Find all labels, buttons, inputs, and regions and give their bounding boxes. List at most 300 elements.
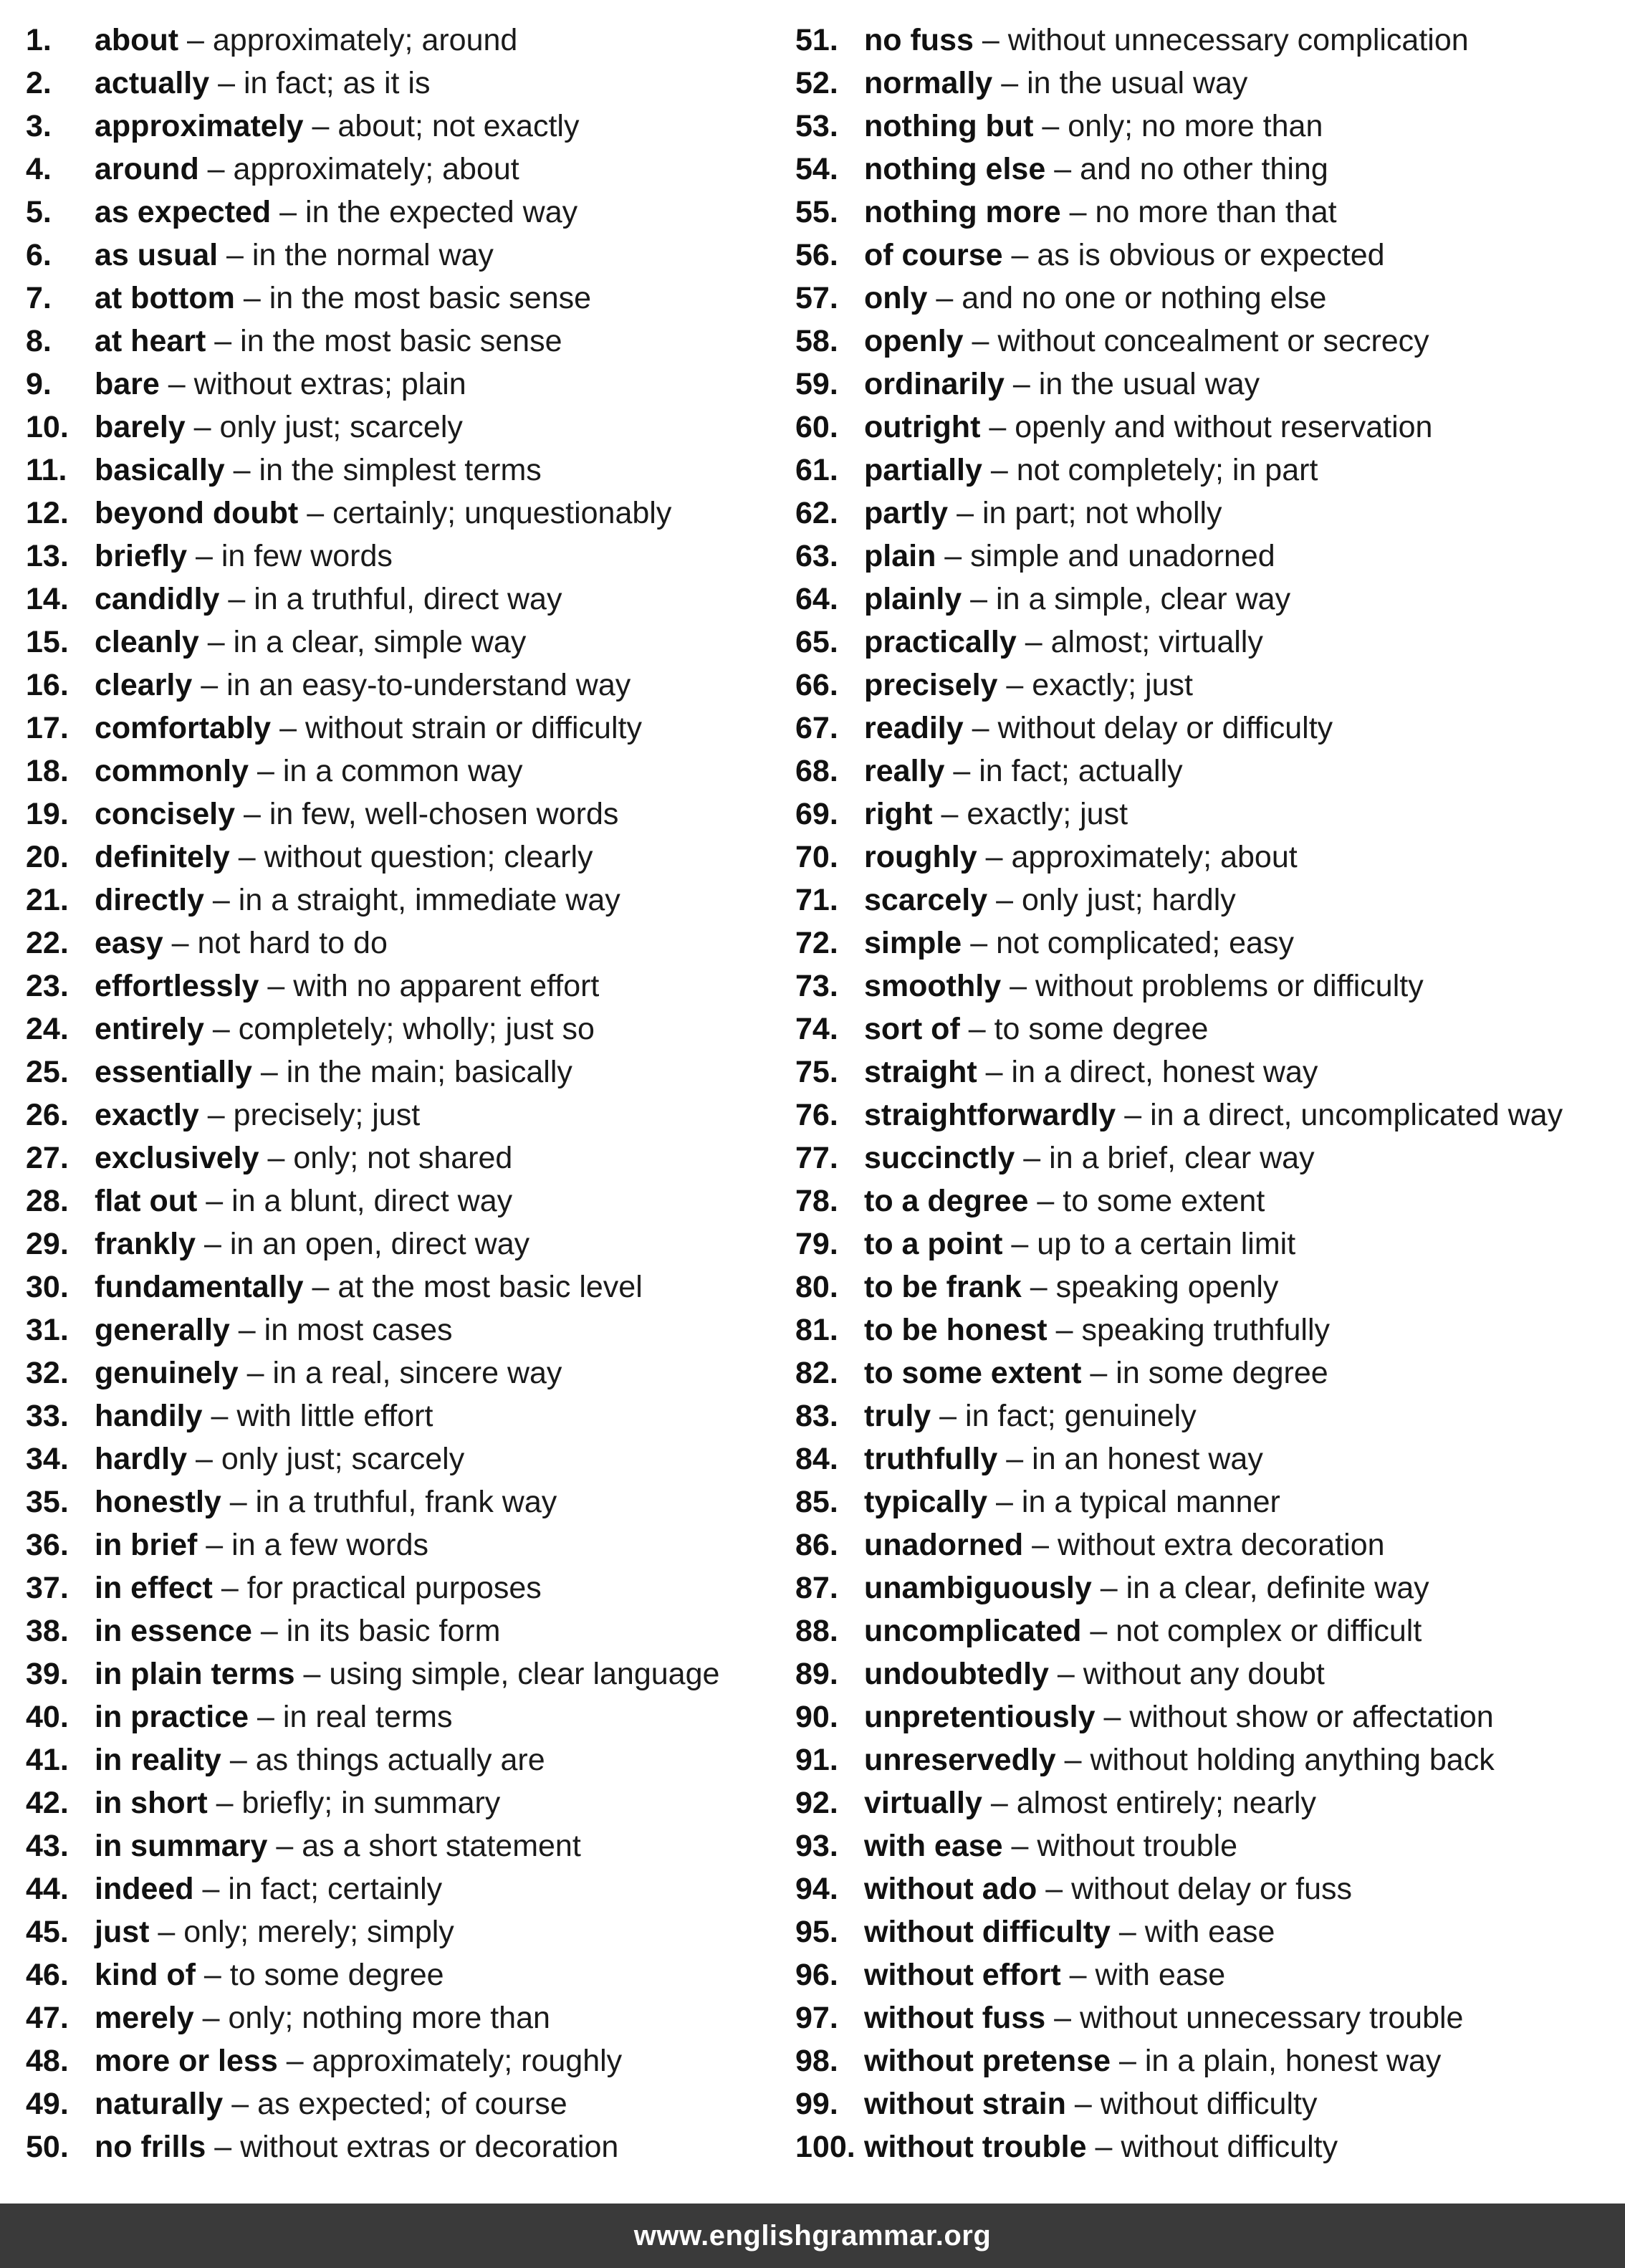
item-separator: –	[1045, 1872, 1063, 1906]
item-number: 56.	[795, 238, 838, 272]
item-number: 60.	[795, 410, 838, 444]
item-number: 85.	[795, 1485, 838, 1519]
item-definition: only; not shared	[293, 1141, 513, 1175]
item-number: 37.	[26, 1571, 69, 1605]
item-definition: as a short statement	[302, 1829, 581, 1863]
item-separator: –	[972, 324, 989, 358]
item-separator: –	[203, 1227, 221, 1261]
item-number: 51.	[795, 23, 838, 57]
item-number: 9.	[26, 367, 52, 401]
item-definition: not complex or difficult	[1116, 1614, 1422, 1648]
item-definition: without extras or decoration	[240, 2130, 619, 2164]
item-term: unreservedly	[864, 1743, 1056, 1777]
item-definition: in most cases	[264, 1313, 453, 1347]
list-item	[26, 1609, 785, 1652]
item-number: 83.	[795, 1399, 838, 1433]
list-item	[795, 707, 1619, 750]
list-item	[26, 1437, 785, 1480]
list-item	[26, 1308, 785, 1351]
item-number: 76.	[795, 1098, 838, 1132]
item-number: 57.	[795, 281, 838, 315]
item-number: 94.	[795, 1872, 838, 1906]
item-separator: –	[233, 453, 251, 487]
item-definition: only; no more than	[1068, 109, 1323, 143]
item-definition: without unnecessary trouble	[1080, 2001, 1464, 2035]
list-item	[26, 1781, 785, 1824]
item-term: unambiguously	[864, 1571, 1092, 1605]
item-separator: –	[970, 582, 988, 616]
list-item	[26, 105, 785, 148]
item-definition: in fact; certainly	[228, 1872, 443, 1906]
list-item	[795, 1480, 1619, 1523]
item-term: undoubtedly	[864, 1657, 1049, 1691]
list-item	[795, 2039, 1619, 2082]
item-term: effortlessly	[95, 969, 259, 1003]
item-number: 25.	[26, 1055, 69, 1089]
item-separator: –	[953, 754, 971, 788]
item-term: as usual	[95, 238, 219, 272]
item-separator: –	[985, 840, 1003, 874]
item-separator: –	[990, 1786, 1008, 1820]
item-number: 70.	[795, 840, 838, 874]
list-item	[26, 449, 785, 492]
item-separator: –	[279, 711, 297, 745]
item-definition: to some degree	[994, 1012, 1209, 1046]
item-definition: without problems or difficulty	[1035, 969, 1424, 1003]
item-term: no frills	[95, 2130, 206, 2164]
item-term: practically	[864, 625, 1017, 659]
item-number: 73.	[795, 969, 838, 1003]
item-definition: not hard to do	[197, 926, 388, 960]
item-term: roughly	[864, 840, 977, 874]
item-separator: –	[1090, 1614, 1108, 1648]
item-number: 26.	[26, 1098, 69, 1132]
item-number: 79.	[795, 1227, 838, 1261]
list-item	[795, 2125, 1619, 2168]
item-number: 96.	[795, 1958, 838, 1992]
item-term: nothing but	[864, 109, 1034, 143]
item-term: without trouble	[864, 2130, 1087, 2164]
list-item	[795, 492, 1619, 535]
item-definition: in a plain, honest way	[1144, 2044, 1442, 2078]
list-item	[795, 535, 1619, 578]
list-item	[26, 1867, 785, 1910]
item-definition: almost; virtually	[1050, 625, 1263, 659]
item-separator: –	[1069, 1958, 1087, 1992]
word-list-column-right	[795, 19, 1619, 2168]
item-separator: –	[982, 23, 1000, 57]
item-term: merely	[95, 2001, 194, 2035]
item-separator: –	[1090, 1356, 1108, 1390]
list-item	[26, 2082, 785, 2125]
item-number: 27.	[26, 1141, 69, 1175]
word-list-column-left	[26, 19, 785, 2168]
item-definition: in part; not wholly	[982, 496, 1222, 530]
item-definition: only just; scarcely	[219, 410, 463, 444]
item-term: clearly	[95, 668, 193, 702]
item-separator: –	[267, 1141, 285, 1175]
item-definition: in fact; genuinely	[965, 1399, 1197, 1433]
list-item	[795, 62, 1619, 105]
item-number: 87.	[795, 1571, 838, 1605]
item-number: 30.	[26, 1270, 69, 1304]
item-definition: as is obvious or expected	[1037, 238, 1385, 272]
item-separator: –	[187, 23, 204, 57]
item-separator: –	[267, 969, 285, 1003]
item-term: openly	[864, 324, 964, 358]
item-separator: –	[196, 539, 213, 573]
item-separator: –	[257, 1700, 274, 1734]
list-item	[795, 1008, 1619, 1051]
item-term: in reality	[95, 1743, 221, 1777]
item-separator: –	[231, 2087, 249, 2121]
item-separator: –	[1118, 1915, 1136, 1949]
list-item	[26, 148, 785, 191]
item-separator: –	[939, 1399, 957, 1433]
item-number: 95.	[795, 1915, 838, 1949]
item-definition: without extras; plain	[193, 367, 466, 401]
item-number: 38.	[26, 1614, 69, 1648]
item-definition: not completely; in part	[1016, 453, 1318, 487]
item-number: 17.	[26, 711, 69, 745]
item-term: normally	[864, 66, 993, 100]
item-definition: in the simplest terms	[259, 453, 542, 487]
item-definition: with ease	[1095, 1958, 1226, 1992]
item-term: hardly	[95, 1442, 188, 1476]
item-number: 84.	[795, 1442, 838, 1476]
item-term: comfortably	[95, 711, 272, 745]
item-term: nothing else	[864, 152, 1046, 186]
item-definition: as things actually are	[255, 1743, 545, 1777]
item-definition: and no other thing	[1080, 152, 1328, 186]
item-term: truthfully	[864, 1442, 998, 1476]
item-number: 35.	[26, 1485, 69, 1519]
item-number: 33.	[26, 1399, 69, 1433]
list-item	[795, 1953, 1619, 1996]
item-separator: –	[1118, 2044, 1136, 2078]
item-term: readily	[864, 711, 964, 745]
list-item	[26, 1351, 785, 1394]
item-separator: –	[1042, 109, 1060, 143]
item-definition: with ease	[1144, 1915, 1275, 1949]
item-separator: –	[968, 1012, 986, 1046]
item-definition: in a common way	[282, 754, 523, 788]
item-number: 40.	[26, 1700, 69, 1734]
item-definition: without unnecessary complication	[1007, 23, 1469, 57]
item-term: beyond doubt	[95, 496, 299, 530]
item-number: 31.	[26, 1313, 69, 1347]
item-separator: –	[158, 1915, 176, 1949]
item-separator: –	[202, 2001, 220, 2035]
list-item	[795, 1824, 1619, 1867]
footer-website-link[interactable]: www.englishgrammar.org	[633, 2219, 992, 2252]
item-term: genuinely	[95, 1356, 239, 1390]
list-item	[795, 1437, 1619, 1480]
item-separator: –	[207, 625, 225, 659]
list-item	[26, 406, 785, 449]
item-separator: –	[276, 1829, 294, 1863]
item-definition: without question; clearly	[264, 840, 593, 874]
item-definition: in a straight, immediate way	[238, 883, 620, 917]
item-number: 16.	[26, 668, 69, 702]
item-number: 65.	[795, 625, 838, 659]
item-term: straightforwardly	[864, 1098, 1116, 1132]
list-item	[795, 1566, 1619, 1609]
list-item	[795, 965, 1619, 1008]
item-separator: –	[957, 496, 974, 530]
list-item	[26, 234, 785, 277]
item-number: 71.	[795, 883, 838, 917]
list-item	[795, 363, 1619, 406]
list-item	[26, 2039, 785, 2082]
item-term: exactly	[95, 1098, 199, 1132]
item-separator: –	[970, 926, 988, 960]
item-definition: without extra decoration	[1058, 1528, 1385, 1562]
item-separator: –	[1032, 1528, 1050, 1562]
list-item	[26, 836, 785, 879]
list-item	[26, 1695, 785, 1738]
list-item	[795, 1137, 1619, 1180]
list-item	[795, 19, 1619, 62]
list-item	[26, 320, 785, 363]
item-term: approximately	[95, 109, 304, 143]
item-term: easy	[95, 926, 163, 960]
item-definition: without holding anything back	[1090, 1743, 1495, 1777]
item-number: 41.	[26, 1743, 69, 1777]
list-item	[26, 1265, 785, 1308]
item-definition: simple and unadorned	[970, 539, 1275, 573]
item-term: to be frank	[864, 1270, 1022, 1304]
list-item	[795, 105, 1619, 148]
item-definition: in a truthful, frank way	[255, 1485, 557, 1519]
list-item	[795, 277, 1619, 320]
list-item	[26, 1051, 785, 1094]
item-term: ordinarily	[864, 367, 1005, 401]
item-definition: in the most basic sense	[269, 281, 592, 315]
item-term: without strain	[864, 2087, 1066, 2121]
item-term: around	[95, 152, 199, 186]
item-term: only	[864, 281, 928, 315]
item-definition: briefly; in summary	[241, 1786, 501, 1820]
list-item	[795, 578, 1619, 621]
item-term: without fuss	[864, 2001, 1046, 2035]
item-number: 53.	[795, 109, 838, 143]
item-definition: with little effort	[236, 1399, 433, 1433]
list-item	[795, 1265, 1619, 1308]
list-item	[795, 148, 1619, 191]
list-item	[26, 1523, 785, 1566]
list-item	[26, 1137, 785, 1180]
item-term: about	[95, 23, 179, 57]
list-item	[26, 1094, 785, 1137]
item-separator: –	[201, 668, 219, 702]
item-term: concisely	[95, 797, 235, 831]
item-term: plainly	[864, 582, 962, 616]
list-item	[795, 1695, 1619, 1738]
item-term: typically	[864, 1485, 988, 1519]
item-term: partly	[864, 496, 949, 530]
item-number: 23.	[26, 969, 69, 1003]
list-item	[795, 1867, 1619, 1910]
item-definition: without show or affectation	[1129, 1700, 1494, 1734]
item-definition: openly and without reservation	[1015, 410, 1433, 444]
item-number: 46.	[26, 1958, 69, 1992]
item-number: 72.	[795, 926, 838, 960]
list-item	[26, 1480, 785, 1523]
item-term: in summary	[95, 1829, 268, 1863]
item-term: bare	[95, 367, 160, 401]
item-term: entirely	[95, 1012, 204, 1046]
item-number: 91.	[795, 1743, 838, 1777]
item-term: without effort	[864, 1958, 1061, 1992]
item-separator: –	[1011, 1227, 1029, 1261]
list-item	[795, 2082, 1619, 2125]
list-item	[26, 1996, 785, 2039]
item-term: just	[95, 1915, 150, 1949]
item-term: nothing more	[864, 195, 1061, 229]
item-definition: in a blunt, direct way	[231, 1184, 513, 1218]
item-number: 100.	[795, 2130, 855, 2164]
item-definition: without delay or difficulty	[997, 711, 1333, 745]
item-separator: –	[941, 797, 959, 831]
item-definition: in few words	[221, 539, 393, 573]
item-definition: with no apparent effort	[293, 969, 600, 1003]
item-number: 21.	[26, 883, 69, 917]
item-separator: –	[260, 1614, 278, 1648]
list-item	[26, 19, 785, 62]
item-number: 54.	[795, 152, 838, 186]
item-separator: –	[1054, 152, 1072, 186]
item-term: fundamentally	[95, 1270, 304, 1304]
item-separator: –	[307, 496, 325, 530]
item-number: 97.	[795, 2001, 838, 2035]
item-number: 92.	[795, 1786, 838, 1820]
item-separator: –	[206, 1528, 224, 1562]
item-number: 75.	[795, 1055, 838, 1089]
item-number: 4.	[26, 152, 52, 186]
item-term: commonly	[95, 754, 249, 788]
list-item	[795, 664, 1619, 707]
item-term: succinctly	[864, 1141, 1015, 1175]
item-separator: –	[243, 281, 261, 315]
item-definition: at the most basic level	[337, 1270, 643, 1304]
item-separator: –	[1054, 2001, 1072, 2035]
item-definition: only just; scarcely	[221, 1442, 465, 1476]
item-definition: without difficulty	[1100, 2087, 1318, 2121]
item-number: 1.	[26, 23, 52, 57]
item-number: 82.	[795, 1356, 838, 1390]
item-definition: precisely; just	[233, 1098, 421, 1132]
list-item	[26, 191, 785, 234]
item-number: 64.	[795, 582, 838, 616]
item-separator: –	[260, 1055, 278, 1089]
list-item	[26, 1738, 785, 1781]
item-number: 68.	[795, 754, 838, 788]
item-definition: in a truthful, direct way	[254, 582, 562, 616]
item-term: candidly	[95, 582, 220, 616]
item-separator: –	[312, 109, 330, 143]
item-number: 80.	[795, 1270, 838, 1304]
item-number: 5.	[26, 195, 52, 229]
word-list	[0, 19, 1625, 2168]
item-number: 66.	[795, 668, 838, 702]
item-term: in plain terms	[95, 1657, 295, 1691]
item-definition: in a clear, definite way	[1126, 1571, 1429, 1605]
item-number: 48.	[26, 2044, 69, 2078]
list-item	[795, 191, 1619, 234]
item-separator: –	[211, 1399, 229, 1433]
list-item	[26, 1652, 785, 1695]
list-item	[795, 879, 1619, 922]
list-item	[795, 1394, 1619, 1437]
item-definition: in fact; actually	[979, 754, 1183, 788]
item-separator: –	[207, 152, 225, 186]
item-definition: without any doubt	[1083, 1657, 1325, 1691]
item-number: 19.	[26, 797, 69, 831]
item-number: 81.	[795, 1313, 838, 1347]
item-term: sort of	[864, 1012, 960, 1046]
item-separator: –	[218, 66, 236, 100]
item-term: directly	[95, 883, 204, 917]
list-item	[26, 277, 785, 320]
item-definition: only; nothing more than	[228, 2001, 550, 2035]
list-item	[26, 664, 785, 707]
list-item	[795, 1308, 1619, 1351]
list-item	[795, 1652, 1619, 1695]
item-number: 44.	[26, 1872, 69, 1906]
item-definition: almost entirely; nearly	[1016, 1786, 1316, 1820]
list-item	[795, 1996, 1619, 2039]
list-item	[26, 1394, 785, 1437]
list-item	[795, 836, 1619, 879]
item-separator: –	[1124, 1098, 1142, 1132]
item-definition: only; merely; simply	[183, 1915, 454, 1949]
item-number: 93.	[795, 1829, 838, 1863]
list-item	[795, 1609, 1619, 1652]
item-term: straight	[864, 1055, 977, 1089]
item-separator: –	[1025, 625, 1042, 659]
item-definition: to some degree	[229, 1958, 444, 1992]
item-definition: in some degree	[1116, 1356, 1328, 1390]
item-term: without pretense	[864, 2044, 1111, 2078]
list-item	[795, 1523, 1619, 1566]
item-term: exclusively	[95, 1141, 259, 1175]
item-number: 86.	[795, 1528, 838, 1562]
list-item	[26, 922, 785, 965]
item-number: 43.	[26, 1829, 69, 1863]
list-item	[795, 1910, 1619, 1953]
item-number: 10.	[26, 410, 69, 444]
list-item	[26, 621, 785, 664]
item-definition: without concealment or secrecy	[997, 324, 1429, 358]
item-separator: –	[228, 582, 246, 616]
item-separator: –	[214, 324, 232, 358]
item-separator: –	[944, 539, 962, 573]
item-separator: –	[1012, 367, 1030, 401]
item-term: handily	[95, 1399, 203, 1433]
list-item	[26, 363, 785, 406]
list-item	[26, 62, 785, 105]
item-definition: in the normal way	[251, 238, 494, 272]
item-definition: in real terms	[282, 1700, 453, 1734]
item-separator: –	[1064, 1743, 1082, 1777]
item-term: in short	[95, 1786, 208, 1820]
item-term: truly	[864, 1399, 931, 1433]
item-term: in practice	[95, 1700, 249, 1734]
item-term: unpretentiously	[864, 1700, 1096, 1734]
item-definition: not complicated; easy	[996, 926, 1294, 960]
item-definition: in its basic form	[286, 1614, 501, 1648]
